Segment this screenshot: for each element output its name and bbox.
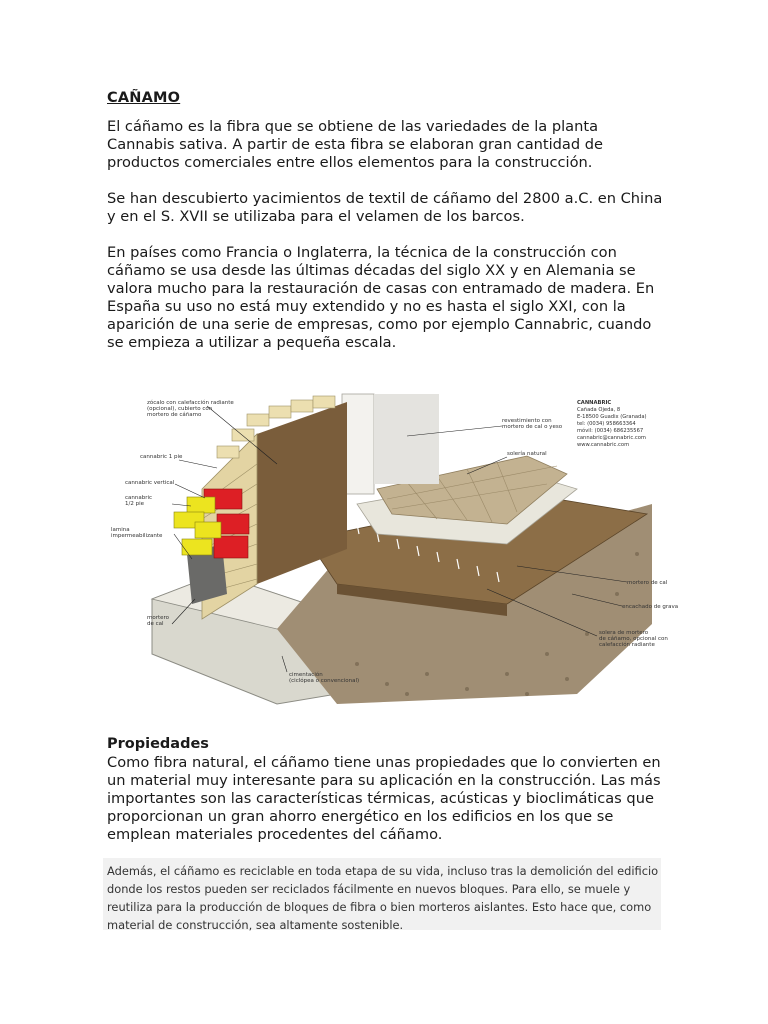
company-line-6: www.cannabric.com [577,442,630,448]
label-cannabric-half: cannabric [125,495,153,501]
label-revestimiento: revestimiento con [502,418,552,424]
label-lamina-2: impermeabilizante [111,533,163,539]
label-mortero-2: de cal [147,621,164,627]
construction-diagram [107,394,679,704]
label-zocalo-3: mortero de cáñamo [147,412,202,418]
company-line-3: tel: (0034) 958663364 [577,421,636,427]
company-line-4: móvil: (0034) 686235567 [577,428,644,434]
paragraph-usage: En países como Francia o Inglaterra, la técnica de la construcción con cáñamo se usa desde las últimas décadas del siglo XX y en Alemania se valora mucho para la restauración de casas con entramado de madera. En España su uso no está muy extendido y no es hasta el siglo XXI, con la aparición de una serie de empresas, como por ejemplo Cannabric, cuando se empieza a utilizar a pequeña escala. [107,244,655,351]
label-mortero-cal: mortero de cal [627,580,668,586]
company-name: CANNABRIC [577,400,612,406]
section-heading-propiedades: Propiedades [107,736,209,752]
company-line-2: E-18500 Guadix (Granada) [577,414,647,420]
label-cannabric-vertical: cannabric vertical [125,480,175,486]
label-solera-mortero: solera de mortero [599,630,649,636]
label-encachado: encachado de grava [622,604,679,610]
label-soleria: solería natural [507,451,547,457]
highlighted-note: Además, el cáñamo es reciclable en toda etapa de su vida, incluso tras la demolición del edificio donde los restos pueden ser reciclados fácilmente en nuevos bloques. Para ello, se muele y reutiliza para la producción de bloques de fibra o bien morteros aislantes. Esto hace que, como material de construcción, sea altamente sostenible. [103,858,661,930]
label-cimentacion: cimentación [289,672,323,678]
label-cimentacion-2: (ciclópea o convencional) [289,678,360,684]
label-cannabric-half-2: 1/2 pie [125,501,145,507]
label-revestimiento-2: mortero de cal o yeso [502,424,563,430]
paragraph-history: Se han descubierto yacimientos de textil de cáñamo del 2800 a.C. en China y en el S. XVII se utilizaba para el velamen de los barcos. [107,190,663,225]
company-line-5: cannabric@cannabric.com [577,435,646,441]
label-solera-mortero-2: de cáñamo, opcional con [599,636,668,642]
page-title: CAÑAMO [107,90,181,106]
construction-diagram-svg [107,394,679,704]
paragraph-intro: El cáñamo es la fibra que se obtiene de las variedades de la planta Cannabis sativa. A partir de esta fibra se elaboran gran cantidad de productos comerciales entre ellos elementos para la construcción. [107,118,604,171]
label-lamina: lamina [111,527,130,533]
label-zocalo: zócalo con calefacción radiante [147,400,234,406]
label-mortero: mortero [147,615,170,621]
company-line-1: Cañada Ojeda, 8 [577,407,621,413]
paragraph-properties: Como fibra natural, el cáñamo tiene unas propiedades que lo convierten en un material muy interesante para su aplicación en la construcción. Las más importantes son las características térmicas, acústicas y bioclimáticas que proporcionan un gran ahorro energético en los edificios en los que se emplean materiales procedentes del cáñamo. [107,754,661,843]
label-cannabric-1pie: cannabric 1 pie [140,454,183,460]
label-zocalo-2: (opcional), cubierto con [147,406,213,412]
label-solera-mortero-3: calefacción radiante [599,642,655,648]
